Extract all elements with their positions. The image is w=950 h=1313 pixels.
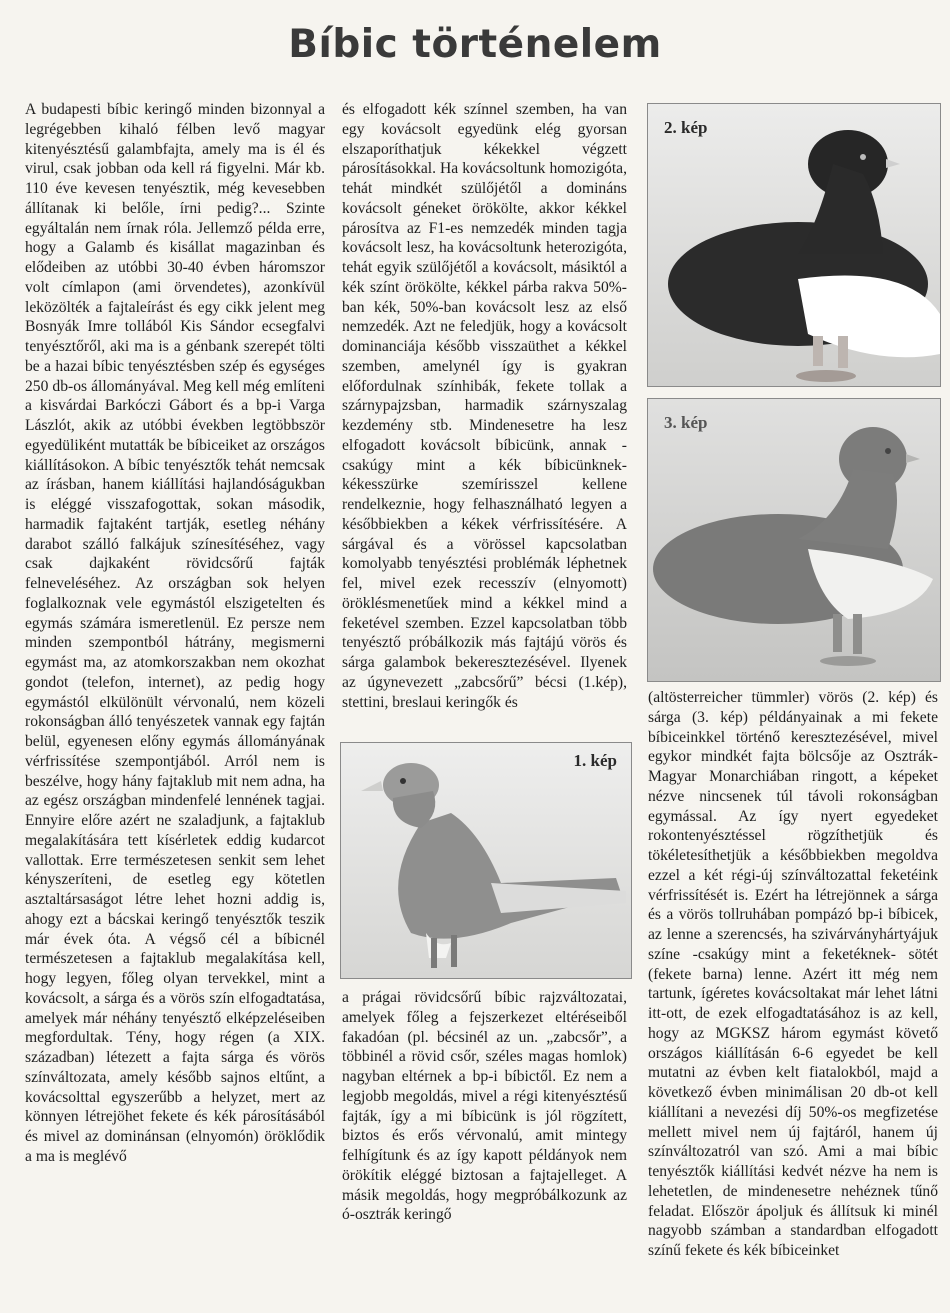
pigeon-yellow-illustration bbox=[648, 399, 940, 681]
column-3-text: (altösterreicher tümmler) vörös (2. kép) és sárga (3. kép) példányainak a mi fekete bíbiceinkkel történő keresztezésével, mivel egykor mindkét fajta bölcsője az Osztrák-Magyar Monarchiában ringott, a képeket nézve nincsenek túl távoli rokonságban egymással. Az így nyert egyedeket rokontenyésztéssel rögzíthetjük és tökéletesíthetjük a későbbiekben megoldva ezzel a két régi-új színváltozattal feketéink vérfrissítését is. Ezért ha létrejönnek a sárga és a vörös tollruhában pompázó bp-i bíbicek, az lenne a szerencsés, ha szivárványhártyájuk színe -csakúgy mint a feketéknek- sötét (fekete barna) lenne. Azért itt még nem tartunk, ígéretes kovácsoltakat már lehet látni itt-ott, de ezek elfogadtatásához is az kell, hogy az MGKSZ három egymást követő országos kiállításán 6-6 egyedet be kell mutatni az évben kelt fiatalokból, majd a következő évben minimálisan 20 db-ot kell kiállítani a nevezési díj 50%-os megfizetése mellett mivel nem új fajtáról, hanem új színváltozatról van szó. Ami a mai bíbic tenyésztők kiállítási kedvét nézve ha nem is lehetetlen, de mindenesetre nehéznek tűnő feladat. Először ápoljuk és állítsuk ki minél nagyobb számban a standardban elfogadott színű fekete és kék bíbiceinket bbox=[648, 689, 938, 1259]
pigeon-photo-1 bbox=[340, 742, 632, 979]
column-1-text: A budapesti bíbic keringő minden bizonnyal a legrégebben kihaló félben levő magyar kitenyésztésű galambfajta, amely ma is él és virul, csak jobban oda kell rá figyelni. Már kb. 110 éve kevesen tenyésztik, még kevesebben állítanak ki belőle, írni pedig?... Szinte egyáltalán nem írnak róla. Jellemző példa erre, hogy a Galamb és kisállat magazinban és elődeiben az utóbbi 30-40 évben háromszor volt címlapon (ami örvendetes), azonkívül leközölték a fajtaleírást és egy cikk jelent meg Bosnyák Imre tollából Kis Sándor ecsegfalvi tenyésztőről, aki ma is a génbank szerepét tölti be a hazai bíbic tenyésztésben szép és egységes 250 db-os állományával. Meg kell még említeni a kisvárdai Barkóczi Gábort és a bp-i Varga Lászlót, akik az utóbbi években legtöbbször egyedüliként mutatták be bíbiceiket az országos kiállításokon. A bíbic tenyésztők tehát nemcsak az írásban, hanem kiállítási hajlandóságukban is eléggé visszafogottak, sokan második, harmadik fajtaként tartják, esetleg néhány darabot szálló falkájuk színesítéséhez, vagy csak dajkaként rövidcsőrű fajták felneveléséhez. Az országban sok helyen foglalkoznak vele egymástól elszigetelten és egymás számára ismeretlenül. Ez persze nem minden szempontból hátrány, megismerni egymást ma, az atomkorszakban nem okozhat gondot (telefon, internet), az pedig hogy egymástól elkülönült vérvonalú, nem közeli rokonságban álló tenyészetek vannak egy fajtán belül, egyenesen előny egymás állományának vérfrissítése szempontjából. Arról nem is beszélve, hogy hány fajtaklub mit nem adna, ha az egész országban mindenfelé lennének tagjai. Ennyire előre azért ne szaladjunk, a fajtaklub megalakítására tett kísérletek eddig kudarcot vallottak. Erre természetesen senkit sem lehet kényszeríteni, de esetleg egy kötetlen asztaltársaságot létre lehet hozni addig is, ahogy ezt a bácskai keringő tenyésztők teszik már évek óta. A végső cél a bíbicnél természetesen a fajtaklub megalakítása kell, hogy legyen, főleg olyan tervekkel, mint a kovácsolt, a sárga és a vörös szín elfogadtatása, amelyek már néhány tenyésztő elképzeléseiben megfordultak. Tény, hogy régen (a XIX. században) létezett a fajta sárga és vörös színváltozata, amely később sajnos eltűnt, a kovácsolttal egyszerűbb a helyzet, mert az könnyen létrejöhet fekete és kék párosításából és mivel az dominánsan (elnyomón) öröklődik a ma is meglévő bbox=[25, 101, 325, 1165]
photo-3-label: 3. kép bbox=[664, 413, 708, 432]
article-column-1 bbox=[25, 100, 325, 1310]
photo-1-label: 1. kép bbox=[573, 751, 617, 770]
article-column-3 bbox=[648, 688, 938, 1310]
column-2-bottom-text: a prágai rövidcsőrű bíbic rajzváltozatai, amelyek főleg a fejszerkezet eltéréseiből fakadóan (pl. bécsinél az un. „zabcsőr”, a többinél a rövid csőr, széles magas homlok) nagyban eltérnek a bp-i bíbictől. Ez nem a legjobb megoldás, mivel a régi kitenyésztésű fajták, így a mi bíbicünk is jól rögzített, biztos és erős vérvonalú, amit mintegy felhígítunk és az így kapott példányok nem örökítik eléggé biztosan a fajtajelleget. A másik megoldás, hogy megpróbálkozunk az ó-osztrák keringő bbox=[342, 989, 627, 1224]
pigeon-photo-2 bbox=[647, 103, 941, 387]
article-title: Bíbic történelem bbox=[288, 22, 662, 67]
pigeon-zabcsoru-illustration bbox=[341, 743, 631, 978]
article-column-2-top bbox=[342, 100, 627, 730]
column-2-top-text: és elfogadott kék színnel szemben, ha van egy kovácsolt egyedünk elég gyorsan elszaporíthatjuk kékekkel végzett párosításokkal. Ha kovácsoltunk homozigóta, tehát mindkét szülőjétől a domináns kovácsolt géneket örökölte, akkor kékkel párosítva az F1-es nemzedék minden tagja kovácsolt lesz, ha kovácsoltunk heterozigóta, tehát egyik szülőjétől a kovácsolt, másiktól a kék színt örökölte, kékkel párba rakva 50%-ban kék, 50%-ban kovácsolt lesz az első nemzedék. Azt ne feledjük, hogy a kovácsolt dominanciája később visszaüthet a kékkel szemben, amelynél így is gyakran előfordulnak színhibák, fekete tollak a szárnypajzsban, harmadik szárnyszalag kezdemény stb. Mindenesetre ha lesz elfogadott kovácsolt bíbicünk, annak -csakúgy mint a kék bíbicünknek- kékesszürke szemírisszel kellene rendelkeznie, hogy felhasználható legyen a későbbiekben a kékek vérfrissítésére. A sárgával és a vörössel kapcsolatban komolyabb tenyésztési problémák léphetnek fel, mivel ezek recesszív (elnyomott) öröklésmenetűek mind a kékkel mind a feketével szemben. Ezzel kapcsolatban több tenyésztő próbálkozik más fajtájú vörös és sárga galambok bekeresztezésével. Ilyenek az úgynevezett „zabcsőrű” bécsi (1.kép), stettini, breslaui keringők és bbox=[342, 101, 627, 711]
article-column-2-bottom bbox=[342, 988, 627, 1310]
pigeon-red-illustration bbox=[648, 104, 940, 386]
pigeon-photo-3 bbox=[647, 398, 941, 682]
photo-2-label: 2. kép bbox=[664, 118, 708, 137]
